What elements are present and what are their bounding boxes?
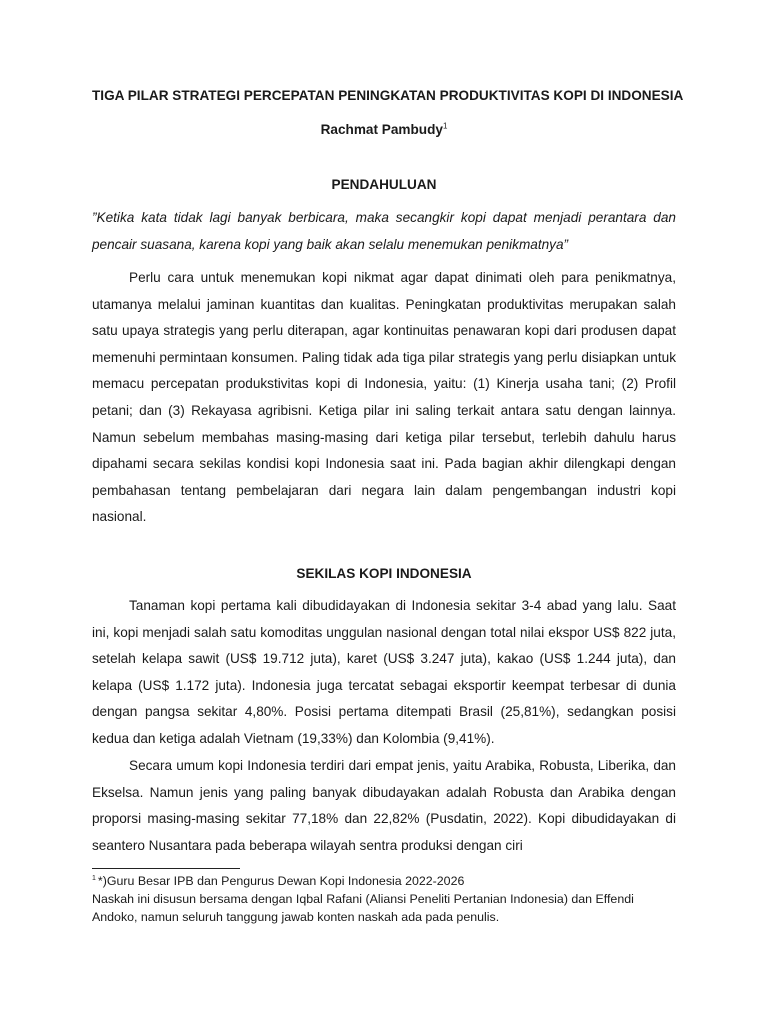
author-name: Rachmat Pambudy (320, 122, 443, 137)
author-line (92, 122, 676, 137)
paragraph-sekilas-1: Tanaman kopi pertama kali dibudidayakan di Indonesia sekitar 3-4 abad yang lalu. Saat ini, kopi menjadi salah satu komoditas unggulan nasional dengan total nilai ekspor US$ 822 juta, setelah kelapa sawit (US$ 19.712 juta), karet (US$ 3.247 juta), kakao (US$ 1.244 juta), dan kelapa (US$ 1.172 juta). Indonesia juga tercatat sebagai eksportir keempat terbesar di dunia dengan pangsa sekitar 4,80%. Posisi pertama ditempati Brasil (25,81%), sedangkan posisi kedua dan ketiga adalah Vietnam (19,33%) dan Kolombia (9,41%). (92, 598, 676, 746)
opening-quote: ”Ketika kata tidak lagi banyak berbicara, maka secangkir kopi dapat menjadi perantara dan pencair suasana, karena kopi yang baik akan selalu menemukan penikmatnya” (92, 210, 676, 252)
section-heading-sekilas: SEKILAS KOPI INDONESIA (296, 566, 472, 581)
section-heading-pendahuluan: PENDAHULUAN (331, 177, 437, 192)
footnote-mark: 1 (92, 874, 96, 882)
document-title: TIGA PILAR STRATEGI PERCEPATAN PENINGKATAN PRODUKTIVITAS KOPI DI INDONESIA (92, 88, 684, 103)
footnote-divider (92, 868, 240, 869)
footnote-2: Naskah ini disusun bersama dengan Iqbal Rafani (Aliansi Peneliti Pertanian Indonesia) dan Effendi Andoko, namun seluruh tanggung jawab konten naskah ada pada penulis. (92, 892, 634, 924)
paragraph-intro: Perlu cara untuk menemukan kopi nikmat agar dapat dinimati oleh para penikmatnya, utamanya melalui jaminan kuantitas dan kualitas. Peningkatan produktivitas merupakan salah satu upaya strategis yang perlu diterapan, agar kontinuitas penawaran kopi dari produsen dapat memenuhi permintaan konsumen. Paling tidak ada tiga pilar strategis yang perlu disiapkan untuk memacu percepatan produkstivitas kopi di Indonesia, yaitu: (1) Kinerja usaha tani; (2) Profil petani; dan (3) Rekayasa agribisni. Ketiga pilar ini saling terkait antara satu dengan lainnya. Namun sebelum membahas masing-masing dari ketiga pilar tersebut, terlebih dahulu harus dipahami secara sekilas kondisi kopi Indonesia saat ini. Pada bagian akhir dilengkapi dengan pembahasan tentang pembelajaran dari negara lain dalam pengembangan industri kopi nasional. (92, 270, 676, 525)
paragraph-sekilas-2: Secara umum kopi Indonesia terdiri dari empat jenis, yaitu Arabika, Robusta, Liberika, dan Ekselsa. Namun jenis yang paling banyak dibudayakan adalah Robusta dan Arabika dengan proporsi masing-masing sekitar 77,18% dan 22,82% (Pusdatin, 2022). Kopi dibudidayakan di seantero Nusantara pada beberapa wilayah sentra produksi dengan ciri (92, 758, 676, 853)
author-footnote-mark: 1 (442, 121, 448, 131)
footnote-1-text: *)Guru Besar IPB dan Pengurus Dewan Kopi Indonesia 2022-2026 (97, 874, 465, 888)
footnote-1 (92, 872, 692, 890)
